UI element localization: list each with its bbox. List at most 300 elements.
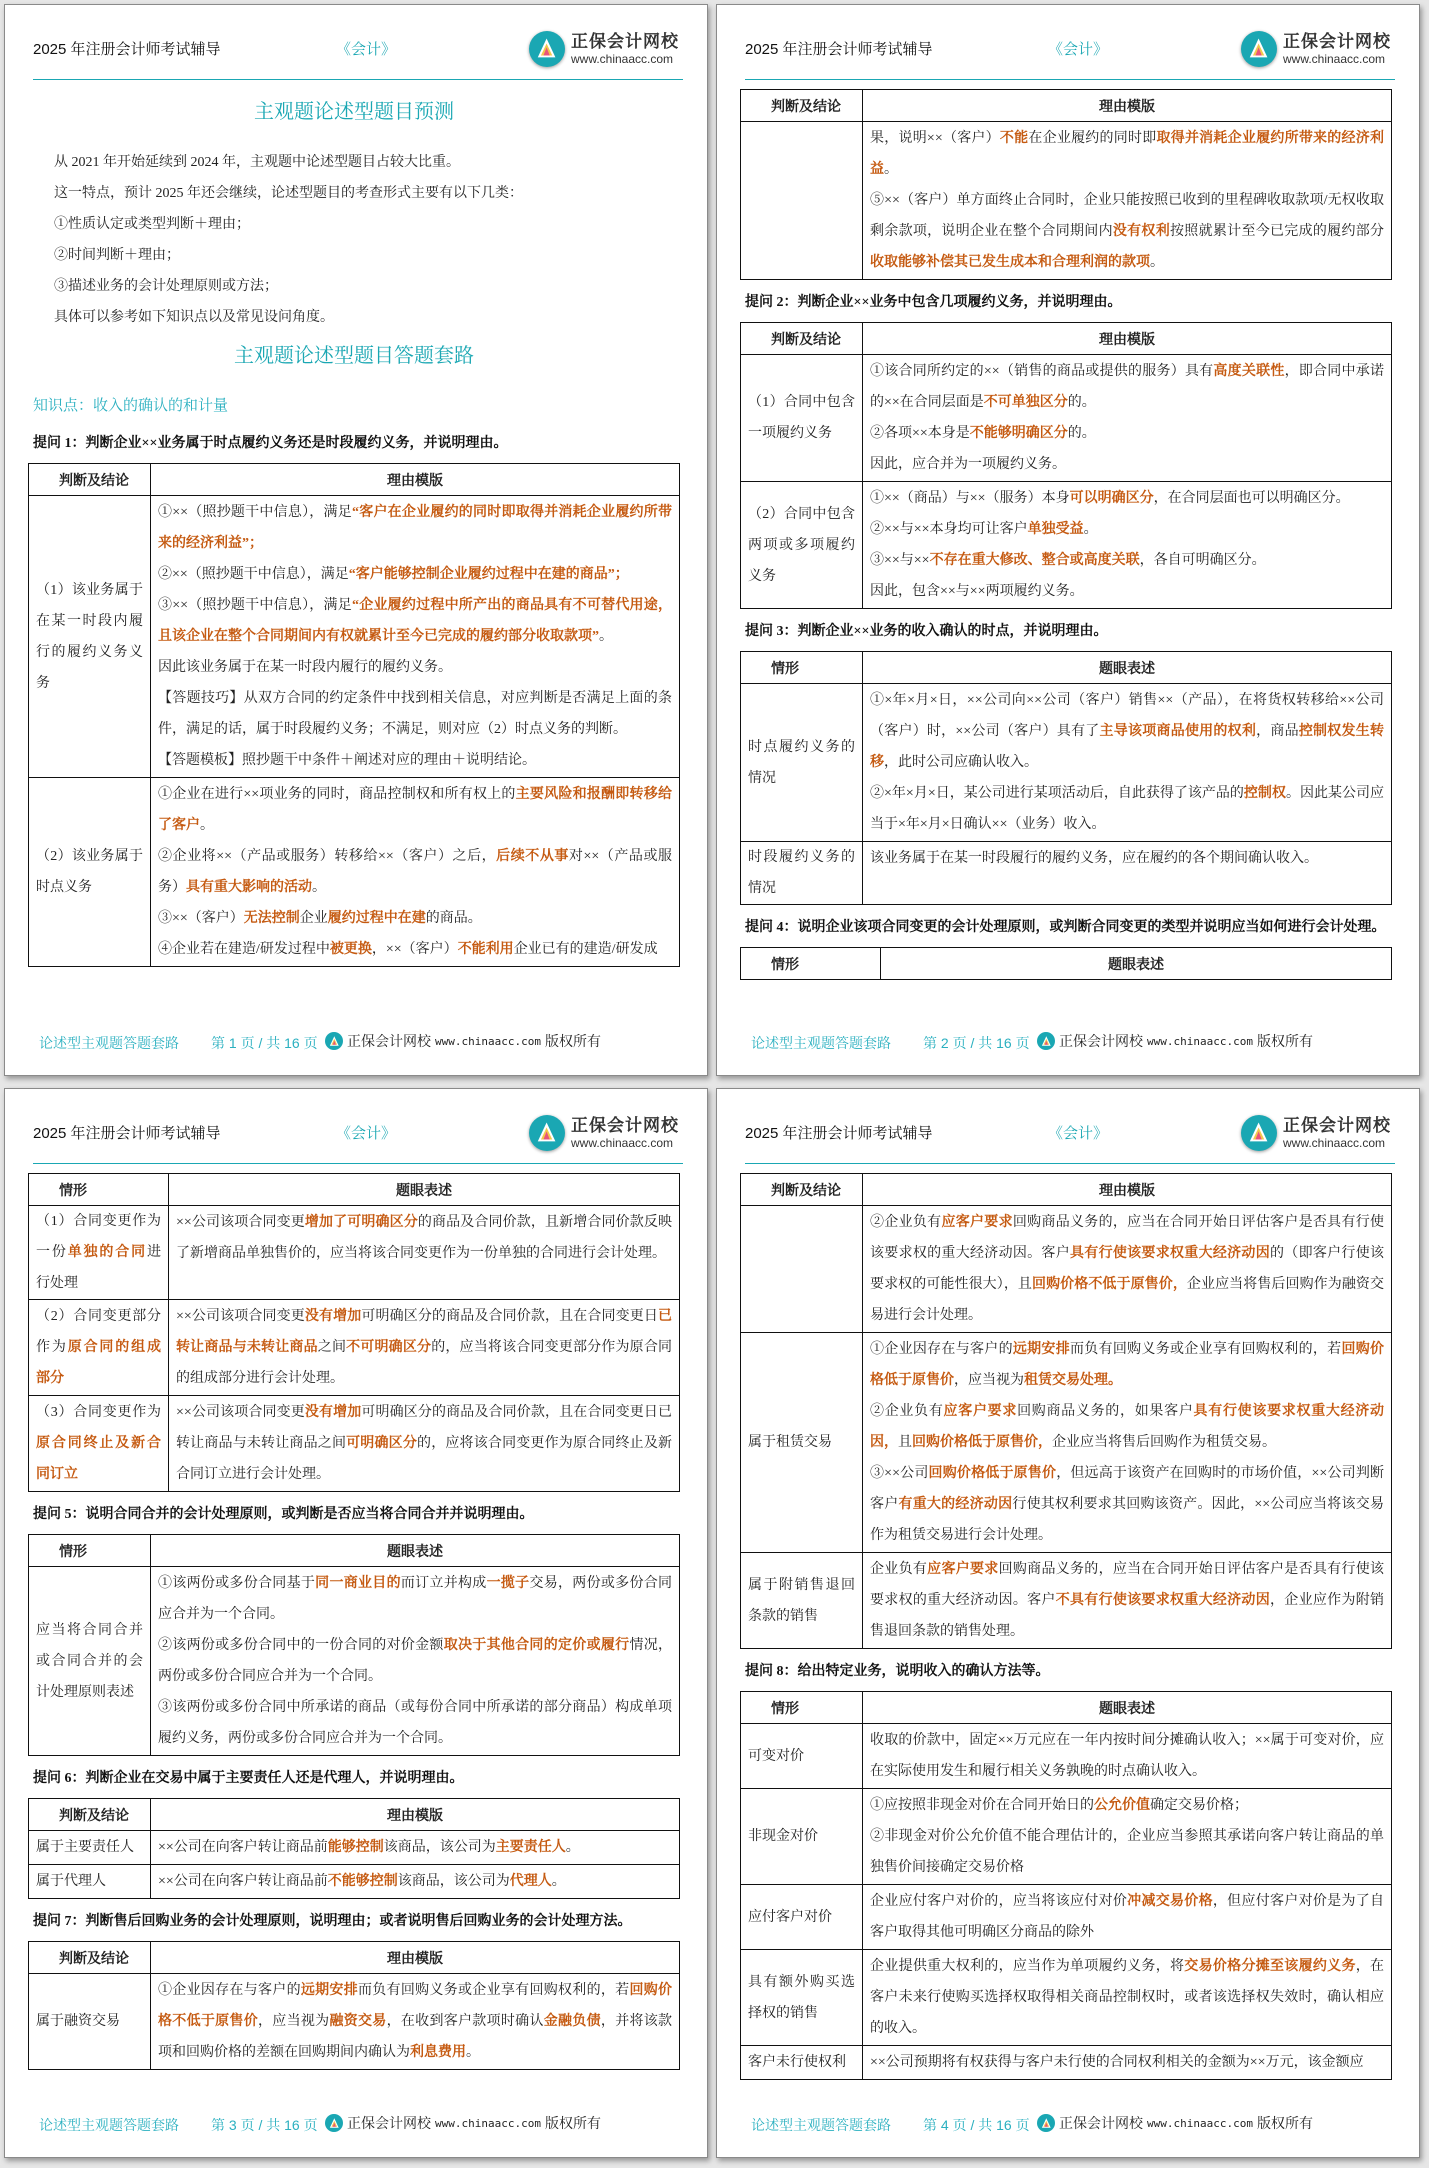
plain-text: 而负有回购义务或企业享有回购权利的，若 [1070, 1342, 1342, 1357]
table-row [741, 122, 1392, 280]
explanation-paragraph [158, 779, 672, 841]
plain-text: 企业应付客户对价的，应当将该应付对价 [870, 1894, 1128, 1909]
footer-doc-title: 论述型主观题答题套路 [751, 2117, 891, 2133]
highlight-text: 应客户要求 [927, 1562, 999, 1577]
section-title: 主观题论述型题目预测 [254, 101, 454, 123]
highlight-text: 回购价格低于原售价， [912, 1435, 1052, 1450]
header-title: 2025 年注册会计师考试辅导 [745, 41, 933, 58]
answer-table [28, 1173, 680, 1492]
plain-text: ⑤××（客户）单方面终止合同时，企业只能按照已收到的里程碑收取款项/无权收取剩余款项，说明企业在整个合同期间内 [870, 193, 1384, 239]
situation-cell [741, 355, 863, 482]
answer-table [740, 1691, 1392, 2080]
plain-text: 回购商品义务的，如果客户 [1017, 1404, 1194, 1419]
logo-text [1283, 32, 1391, 66]
plain-text: 企业提供重大权利的，应当作为单项履约义务，将 [870, 1959, 1185, 1974]
highlight-text: 取决于其他合同的定价或履行 [443, 1638, 630, 1653]
highlight-text: 履约过程中在建 [327, 911, 426, 926]
brand-logo [1241, 1115, 1391, 1151]
situation-cell [741, 1206, 863, 1333]
highlight-text: 取得并消耗企业履约所带来的经济利益 [870, 131, 1384, 177]
plain-text: ②企业负有 [870, 1215, 942, 1230]
document-page [716, 1088, 1420, 2158]
highlight-text: 可以明确区分 [1069, 491, 1154, 506]
explanation-cell [169, 1300, 680, 1396]
plain-text: 的，应将该合同变更作为原合同终止及新合同订立进行会计处理。 [176, 1436, 673, 1482]
explanation-cell [863, 122, 1392, 280]
column-header: 题眼表述 [863, 1692, 1392, 1724]
intro-paragraph: 从 2021 年开始延续到 2024 年，主观题中论述型题目占较大比重。 [54, 155, 460, 170]
table-row [741, 1789, 1392, 1885]
explanation-paragraph [158, 497, 672, 559]
logo-icon [325, 1032, 343, 1050]
column-header: 题眼表述 [151, 1535, 680, 1567]
plain-text: ，在收到客户款项时确认 [386, 2014, 544, 2029]
plain-text: 。 [551, 1874, 566, 1889]
column-header: 判断及结论 [29, 1942, 151, 1974]
highlight-text: 同一商业目的 [315, 1576, 401, 1591]
logo-url: www.chinaacc.com [571, 52, 674, 66]
explanation-paragraph [176, 1207, 672, 1269]
table-row [29, 1567, 680, 1756]
logo-icon [325, 2114, 343, 2132]
explanation-paragraph [158, 1568, 672, 1630]
situation-cell [741, 482, 863, 609]
explanation-paragraph [870, 1951, 1384, 2044]
answer-table [28, 463, 680, 967]
column-header: 情形 [29, 1174, 169, 1206]
highlight-text: 远期安排 [1012, 1342, 1071, 1357]
highlight-text: 回购价格不低于原售价， [1032, 1277, 1187, 1292]
highlight-text: 不存在重大修改、整合或高度关联 [929, 553, 1140, 568]
logo-text [571, 1116, 679, 1150]
highlight-text: 代理人 [509, 1874, 552, 1889]
plain-text: ④企业若在建造/研发过程中 [158, 942, 330, 957]
answer-table [28, 1941, 680, 2070]
plain-text: ②各项××本身是 [870, 426, 970, 441]
footer-site: www.chinaacc.com [1147, 2116, 1253, 2130]
situation-cell [741, 842, 863, 905]
explanation-cell [863, 1885, 1392, 1950]
explanation-paragraph [176, 1301, 672, 1394]
explanation-cell [863, 684, 1392, 842]
answer-table [28, 1798, 680, 1899]
column-header: 判断及结论 [741, 323, 863, 355]
highlight-text: 能够控制 [327, 1840, 384, 1855]
column-header: 理由模版 [151, 1942, 680, 1974]
footer-rights: 版权所有 [544, 2115, 601, 2131]
highlight-text: 具有行使该要求权重大经济动因， [870, 1404, 1385, 1450]
table-row [741, 1950, 1392, 2046]
logo-icon [1241, 1115, 1277, 1151]
highlight-text: 控制权 [1243, 786, 1286, 801]
document-page [4, 1088, 708, 2158]
plain-text: 之间 [317, 1340, 347, 1355]
column-header: 题眼表述 [881, 948, 1392, 980]
plain-text: ，在合同层面也可以明确区分。 [1153, 491, 1350, 506]
table-header-row [741, 948, 1392, 980]
plain-text: 属于租赁交易 [748, 1435, 832, 1450]
explanation-cell [151, 1831, 680, 1865]
highlight-text: 融资交易 [329, 2014, 387, 2029]
highlight-text: 主要责任人 [495, 1840, 566, 1855]
situation-cell [741, 2046, 863, 2080]
plain-text: 【答题技巧】从双方合同的约定条件中找到相关信息，对应判断是否满足上面的条件，满足的话，属于时段履约义务；不满足，则对应（2）时点义务的判断。 [158, 691, 672, 737]
column-header: 情形 [741, 652, 863, 684]
logo-icon [1037, 2114, 1055, 2132]
explanation-paragraph [158, 652, 672, 683]
logo-icon [529, 1115, 565, 1151]
explanation-cell [863, 1553, 1392, 1649]
footer-site: www.chinaacc.com [1147, 1034, 1253, 1048]
question-heading: 提问 2：判断企业××业务中包含几项履约义务，并说明理由。 [745, 295, 1122, 310]
highlight-text: 不具有行使该要求权重大经济动因 [1055, 1593, 1271, 1608]
plain-text: ②非现金对价公允价值不能合理估计的，企业应当参照其承诺向客户转让商品的单独售价间接确定交易价格 [870, 1829, 1384, 1875]
table-row [741, 1206, 1392, 1333]
plain-text: ③××（照抄题干中信息），满足 [158, 598, 352, 613]
plain-text: 属于附销售退回条款的销售 [748, 1577, 855, 1624]
plain-text: 属于融资交易 [36, 2014, 120, 2029]
explanation-cell [151, 778, 680, 967]
column-header: 理由模版 [863, 323, 1392, 355]
answer-table [740, 1173, 1392, 1649]
plain-text: ，此时公司应确认收入。 [884, 755, 1038, 770]
explanation-paragraph [158, 559, 672, 590]
plain-text: 该业务属于在某一时段履行的履约义务，应在履约的各个期间确认收入。 [870, 851, 1318, 866]
footer-rights: 版权所有 [1256, 2115, 1313, 2131]
table-row [741, 684, 1392, 842]
highlight-text: 不能够明确区分 [969, 426, 1068, 441]
highlight-text: 可明确区分 [346, 1436, 418, 1451]
explanation-paragraph [870, 514, 1384, 545]
table-header-row [29, 464, 680, 496]
situation-cell [29, 1567, 151, 1756]
explanation-paragraph [870, 1790, 1384, 1821]
footer-rights: 版权所有 [544, 1033, 601, 1049]
explanation-paragraph [870, 1725, 1384, 1787]
explanation-paragraph [870, 545, 1384, 576]
explanation-paragraph [870, 843, 1384, 874]
explanation-cell [863, 482, 1392, 609]
highlight-text: 利息费用 [410, 2045, 466, 2060]
page-header [33, 5, 683, 80]
footer-brand [1037, 2113, 1313, 2133]
header-subject: 《会计》 [1048, 41, 1109, 58]
explanation-paragraph [158, 1832, 672, 1863]
highlight-text: 有重大的经济动因 [898, 1497, 1013, 1512]
plain-text: 且 [898, 1435, 912, 1450]
plain-text: 收取的价款中，固定××万元应在一年内按时间分摊确认收入；××属于可变对价，应在实际使用发生和履行相关义务孰晚的时点确认收入。 [870, 1733, 1384, 1779]
page-header [745, 1089, 1395, 1164]
explanation-paragraph [158, 841, 672, 903]
column-header: 情形 [29, 1535, 151, 1567]
explanation-cell [151, 496, 680, 778]
table-row [29, 1865, 680, 1899]
highlight-text: 不可明确区分 [346, 1340, 432, 1355]
page-number: 第 4 页 / 共 16 页 [923, 2117, 1030, 2133]
highlight-text: 原合同终止及新合同订立 [36, 1436, 161, 1482]
plain-text: 具有额外购买选择权的销售 [748, 1974, 855, 2021]
logo-icon [529, 31, 565, 67]
page-footer [751, 2115, 1411, 2137]
plain-text: ，并将该款项和回购价格的差额在回购期间内确认为 [158, 2014, 673, 2060]
highlight-text: 已转让商品与未转让商品 [176, 1309, 673, 1355]
explanation-paragraph [870, 483, 1384, 514]
highlight-text: 交易价格分摊至该履约义务 [1184, 1959, 1356, 1974]
explanation-cell [863, 1789, 1392, 1885]
question-heading: 提问 8：给出特定业务，说明收入的确认方法等。 [745, 1664, 1050, 1679]
answer-table [740, 89, 1392, 280]
footer-logo-name: 正保会计网校 [347, 1033, 431, 1049]
section-title: 主观题论述型题目答题套路 [234, 345, 474, 367]
plain-text: ××公司预期将有权获得与客户未行使的合同权利相关的金额为××万元，该金额应 [870, 2055, 1364, 2070]
plain-text: 确定交易价格； [1150, 1798, 1248, 1813]
logo-name: 正保会计网校 [571, 32, 679, 51]
document-page [716, 4, 1420, 1076]
explanation-paragraph [870, 576, 1384, 607]
highlight-text: 高度关联性 [1213, 364, 1285, 379]
column-header: 理由模版 [863, 1174, 1392, 1206]
highlight-text: 应客户要求 [943, 1404, 1018, 1419]
brand-logo [1241, 31, 1391, 67]
answer-table [740, 651, 1392, 905]
plain-text: ③该两份或多份合同中所承诺的商品（或每份合同中所承诺的部分商品）构成单项履约义务，两份或多份合同应合并为一个合同。 [158, 1700, 672, 1746]
plain-text: ②××与××本身均可让客户 [870, 522, 1028, 537]
page-number: 第 3 页 / 共 16 页 [211, 2117, 318, 2133]
highlight-text: 增加了可明确区分 [304, 1215, 418, 1230]
plain-text: 的。 [1067, 426, 1096, 441]
plain-text: ××公司该项合同变更 [176, 1405, 305, 1420]
logo-name: 正保会计网校 [1283, 1116, 1391, 1135]
table-row [741, 1333, 1392, 1553]
plain-text: ①企业因存在与客户的 [870, 1342, 1013, 1357]
plain-text: （1）合同中包含一项履约义务 [748, 395, 855, 441]
page-header [745, 5, 1395, 80]
explanation-paragraph [176, 1397, 672, 1490]
table-row [29, 1974, 680, 2070]
plain-text: 果，说明××（客户） [870, 131, 1000, 146]
header-subject: 《会计》 [1048, 1125, 1109, 1142]
plain-text: 该商品，该公司为 [397, 1874, 510, 1889]
explanation-cell [151, 1567, 680, 1756]
plain-text: ，在客户未来行使购买选择权取得相关商品控制权时，或者该选择权失效时，确认相应的收入。 [870, 1959, 1385, 2036]
situation-cell [741, 1885, 863, 1950]
page-header [33, 1089, 683, 1164]
intro-paragraph: ①性质认定或类型判断＋理由； [54, 217, 250, 232]
footer-logo-name: 正保会计网校 [347, 2115, 431, 2131]
situation-cell [741, 1724, 863, 1789]
highlight-text: 不可单独区分 [983, 395, 1068, 410]
logo-text [571, 32, 679, 66]
column-header: 题眼表述 [169, 1174, 680, 1206]
plain-text: ②企业将××（产品或服务）转移给××（客户）之后， [158, 849, 497, 864]
plain-text: ①××（商品）与××（服务）本身 [870, 491, 1070, 506]
logo-name: 正保会计网校 [1283, 32, 1391, 51]
table-header-row [29, 1535, 680, 1567]
explanation-cell [863, 1724, 1392, 1789]
page-content [28, 1173, 680, 2070]
header-title: 2025 年注册会计师考试辅导 [33, 1125, 221, 1142]
plain-text: 。 [466, 2045, 480, 2060]
question-heading: 提问 5：说明合同合并的会计处理原则，或判断是否应当将合同合并并说明理由。 [33, 1507, 534, 1522]
situation-cell [29, 1865, 151, 1899]
table-row [29, 1396, 680, 1492]
highlight-text: 不能利用 [457, 942, 514, 957]
situation-cell [741, 684, 863, 842]
table-row [741, 482, 1392, 609]
column-header: 情形 [741, 1692, 863, 1724]
plain-text: 而负有回购义务或企业享有回购权利的，若 [358, 1983, 630, 1998]
plain-text: 时点履约义务的情况 [748, 739, 855, 786]
plain-text: 。 [312, 880, 326, 895]
explanation-paragraph [870, 1886, 1384, 1948]
plain-text: 的。 [1067, 395, 1096, 410]
plain-text: ，应当视为 [258, 2014, 330, 2029]
plain-text: 属于主要责任人 [36, 1840, 134, 1855]
plain-text: 可变对价 [748, 1748, 804, 1764]
table-header-row [741, 1174, 1392, 1206]
table-row [29, 1300, 680, 1396]
plain-text: ②企业负有 [870, 1404, 944, 1419]
plain-text: 因此该业务属于在某一时段内履行的履约义务。 [158, 660, 452, 675]
plain-text: 回购商品义务的，应当在合同开始日评估客户是否具有行使该要求权的重大经济动因。客户 [870, 1215, 1385, 1261]
header-title: 2025 年注册会计师考试辅导 [33, 41, 221, 58]
situation-cell [741, 1789, 863, 1885]
logo-name: 正保会计网校 [571, 1116, 679, 1135]
column-header: 判断及结论 [741, 1174, 863, 1206]
header-subject: 《会计》 [336, 41, 397, 58]
highlight-text: 单独受益 [1027, 522, 1084, 537]
page-content [740, 89, 1392, 980]
footer-brand [1037, 1031, 1313, 1051]
document-page [4, 4, 708, 1076]
plain-text: ，但应付客户对价是为了自客户取得其他可明确区分商品的除外 [870, 1894, 1385, 1940]
table-row [741, 1724, 1392, 1789]
plain-text: 情况，两份或多份合同应合并为一个合同。 [158, 1638, 673, 1684]
page-number: 第 2 页 / 共 16 页 [923, 1035, 1030, 1051]
plain-text: ，但远高于该资产在回购时的市场价值，××公司判断客户 [870, 1466, 1385, 1512]
plain-text: ，应当视为 [954, 1373, 1024, 1388]
plain-text: ①×年×月×日，××公司向××公司（客户）销售××（产品），在将货权转移给××公司（客户）时，××公司（客户）具有了 [870, 693, 1384, 739]
plain-text: ①该合同所约定的××（销售的商品或提供的服务）具有 [870, 364, 1214, 379]
explanation-paragraph [158, 745, 672, 776]
plain-text: 回购商品义务的，应当在合同开始日评估客户是否具有行使该要求权的重大经济动因。客户 [870, 1562, 1385, 1608]
situation-cell [29, 1206, 169, 1300]
plain-text: 时段履约义务的情况 [748, 850, 855, 896]
explanation-cell [169, 1206, 680, 1300]
table-row [741, 842, 1392, 905]
explanation-paragraph [870, 449, 1384, 480]
answer-table [28, 1534, 680, 1756]
table-header-row [29, 1942, 680, 1974]
situation-cell [29, 1396, 169, 1492]
highlight-text: “企业履约过程中所产出的商品具有不可替代用途，且该企业在整个合同期间内有权就累计至今已完成的履约部分收取款项” [158, 598, 672, 644]
explanation-paragraph [870, 356, 1384, 418]
plain-text: ，××（客户） [371, 942, 458, 957]
table-row [741, 355, 1392, 482]
footer-rights: 版权所有 [1256, 1033, 1313, 1049]
plain-text: ③××（客户） [158, 911, 244, 926]
explanation-paragraph [870, 1458, 1384, 1551]
highlight-text: 应客户要求 [941, 1215, 1013, 1230]
highlight-text: “客户能够控制企业履约过程中在建的商品”； [348, 567, 629, 582]
plain-text: 。 [1083, 522, 1098, 537]
brand-logo [529, 1115, 679, 1151]
table-row [29, 1831, 680, 1865]
plain-text: 企业已有的建造/研发成 [513, 942, 658, 957]
plain-text: 按照就累计至今已完成的履约部分 [1170, 224, 1385, 239]
highlight-text: 远期安排 [300, 1983, 359, 1998]
table-row [29, 778, 680, 967]
plain-text: ③××公司 [870, 1466, 929, 1481]
situation-cell [29, 778, 151, 967]
explanation-paragraph [158, 1866, 672, 1897]
plain-text: 在企业履约的同时即 [1028, 131, 1157, 146]
explanation-paragraph [870, 1396, 1384, 1458]
plain-text: ①企业在进行××项业务的同时，商品控制权和所有权上的 [158, 787, 516, 802]
explanation-paragraph [870, 2047, 1384, 2078]
plain-text: 非现金对价 [748, 1829, 818, 1844]
table-row [29, 1206, 680, 1300]
footer-doc-title: 论述型主观题答题套路 [39, 2117, 179, 2133]
highlight-text: 冲减交易价格 [1127, 1894, 1213, 1909]
highlight-text: 具有重大影响的活动 [186, 880, 312, 895]
plain-text: 。 [599, 629, 613, 644]
plain-text: 可明确区分的商品及合同价款，且在合同变更日 [361, 1309, 659, 1324]
plain-text: 而订立并构成 [400, 1576, 487, 1591]
table-header-row [741, 90, 1392, 122]
highlight-text: 主导该项商品使用的权利 [1099, 724, 1257, 739]
explanation-cell [863, 1333, 1392, 1553]
plain-text: ①企业因存在与客户的 [158, 1983, 301, 1998]
plain-text: （3）合同变更作为 [36, 1405, 161, 1420]
plain-text: ②该两份或多份合同中的一份合同的对价金额 [158, 1638, 444, 1653]
plain-text: 。 [565, 1840, 580, 1855]
intro-paragraph: 具体可以参考如下知识点以及常见设问角度。 [54, 310, 334, 325]
column-header: 理由模版 [151, 464, 680, 496]
table-header-row [29, 1799, 680, 1831]
plain-text: ××公司在向客户转让商品前 [158, 1874, 328, 1889]
plain-text: 可明确区分的商品及合同价款，且在合同变更日已转让商品与未转让商品之间 [176, 1405, 673, 1451]
answer-table [740, 322, 1392, 609]
knowledge-point-heading: 知识点：收入的确认的和计量 [33, 397, 229, 414]
table-row [741, 1885, 1392, 1950]
highlight-text: 回购价格低于原售价 [928, 1466, 1057, 1481]
column-header: 判断及结论 [29, 1799, 151, 1831]
highlight-text: 回购价格低于原售价 [870, 1342, 1385, 1388]
highlight-text: 没有增加 [304, 1309, 362, 1324]
explanation-paragraph [870, 1554, 1384, 1647]
plain-text: ，商品 [1256, 724, 1299, 739]
situation-cell [29, 1974, 151, 2070]
plain-text: ①××（照抄题干中信息），满足 [158, 505, 352, 520]
highlight-text: “客户在企业履约的同时即取得并消耗企业履约所带来的经济利益”； [158, 505, 672, 551]
explanation-paragraph [870, 1207, 1384, 1331]
header-title: 2025 年注册会计师考试辅导 [745, 1125, 933, 1142]
plain-text: 属于代理人 [36, 1874, 106, 1889]
explanation-paragraph [158, 1630, 672, 1692]
explanation-cell [169, 1396, 680, 1492]
plain-text: ，企业应作为附销售退回条款的销售处理。 [870, 1593, 1385, 1639]
footer-brand [325, 1031, 601, 1051]
highlight-text: 回购价格不低于原售价 [158, 1983, 673, 2029]
logo-icon [1037, 1032, 1055, 1050]
header-subject: 《会计》 [336, 1125, 397, 1142]
table-header-row [29, 1174, 680, 1206]
page-footer [39, 1033, 699, 1055]
plain-text: 行使其权利要求其回购该资产。因此，××公司应当将该交易作为租赁交易进行会计处理。 [870, 1497, 1384, 1543]
explanation-paragraph [870, 1821, 1384, 1883]
question-heading: 提问 1：判断企业××业务属于时点履约义务还是时段履约义务，并说明理由。 [33, 436, 508, 451]
